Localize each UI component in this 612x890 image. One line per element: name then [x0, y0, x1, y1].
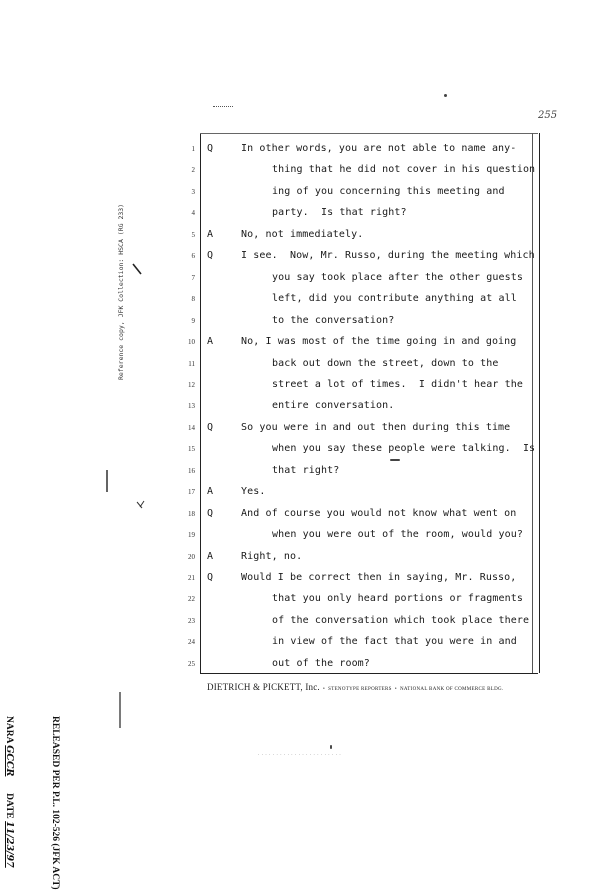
- transcript-frame-bottom-rule: [200, 673, 538, 674]
- transcript-line-text: in view of the fact that you were in and: [272, 636, 517, 648]
- scan-speck: [444, 94, 447, 97]
- line-number: 6: [191, 252, 195, 261]
- transcript-line-text: entire conversation.: [272, 400, 395, 412]
- line-number: 20: [188, 552, 195, 561]
- top-scan-mark: [213, 106, 233, 107]
- line-number: 18: [188, 509, 195, 518]
- line-number: 14: [188, 423, 195, 432]
- transcript-line-text: that right?: [272, 464, 340, 476]
- line-number: 24: [188, 638, 195, 647]
- line-number: 10: [188, 338, 195, 347]
- margin-tick-mark: [130, 262, 146, 278]
- speaker-label: A: [207, 336, 214, 348]
- line-number: 16: [188, 466, 195, 475]
- margin-bracket-mark: [116, 690, 124, 730]
- line-number: 12: [188, 380, 195, 389]
- reporter-footer: DIETRICH & PICKETT, Inc. • STENOTYPE REPORTERS • NATIONAL BANK OF COMMERCE BLDG.: [207, 682, 504, 692]
- speaker-label: Q: [207, 421, 214, 433]
- transcript-line-text: ing of you concerning this meeting and: [272, 185, 505, 197]
- release-stamp-nara: NARA: [4, 716, 14, 743]
- line-number: 22: [188, 595, 195, 604]
- speaker-label: Q: [207, 143, 214, 154]
- margin-squiggle-mark: [134, 498, 148, 512]
- transcript-line-text: when you say these people were talking. Is: [272, 443, 536, 455]
- reporter-address: NATIONAL BANK OF COMMERCE BLDG.: [400, 687, 504, 692]
- line-number: 17: [188, 488, 195, 497]
- transcript-line-text: street a lot of times. I didn't hear the: [272, 378, 523, 390]
- line-number: 19: [188, 531, 195, 540]
- transcript-line-text: thing that he did not cover in his question: [272, 164, 536, 176]
- line-number: 11: [188, 359, 195, 368]
- transcript-line-text: No, I was most of the time going in and going: [241, 336, 517, 348]
- release-stamp-initials: GCCR: [4, 745, 15, 777]
- transcript-line-text: when you were out of the room, would you?: [272, 529, 523, 541]
- transcript-line-text: In other words, you are not able to name any-: [241, 143, 517, 154]
- transcript-line-text: you say took place after the other guests: [272, 271, 523, 283]
- scan-speck: [330, 745, 332, 749]
- transcript-line-text: out of the room?: [272, 657, 370, 669]
- bottom-scan-noise: . . . . . . . . . . . . . . . . . . . . . . .: [258, 752, 342, 757]
- line-number: 15: [188, 445, 195, 454]
- reporter-role: STENOTYPE REPORTERS: [328, 687, 392, 692]
- line-number: 5: [191, 230, 195, 239]
- line-number: 2: [191, 166, 195, 175]
- line-number: 7: [191, 273, 195, 282]
- transcript-line-text: party. Is that right?: [272, 207, 407, 219]
- page-number: 255: [538, 110, 558, 121]
- transcript-line-text: Would I be correct then in saying, Mr. Russo,: [241, 572, 517, 583]
- scan-speck: [390, 459, 400, 461]
- transcript-line-text: So you were in and out then during this time: [241, 421, 511, 433]
- release-stamp: [0, 716, 96, 890]
- transcript-line-text: Right, no.: [241, 550, 303, 562]
- transcript-line-text: left, did you contribute anything at all: [272, 293, 517, 305]
- release-stamp-date-label: DATE: [4, 793, 14, 819]
- speaker-label: Q: [207, 250, 214, 262]
- line-number: 1: [191, 145, 195, 153]
- transcript-line-text: And of course you would not know what went on: [241, 507, 517, 519]
- margin-dash-mark: [102, 468, 112, 494]
- transcript-line-text: Yes.: [241, 486, 266, 498]
- release-stamp-line1: RELEASED PER P.L. 102-526 (JFK ACT): [50, 716, 60, 890]
- speaker-label: A: [207, 228, 214, 240]
- speaker-label: A: [207, 486, 214, 498]
- transcript-line-text: of the conversation which took place there: [272, 614, 530, 626]
- transcript-line-text: that you only heard portions or fragments: [272, 593, 523, 605]
- reporter-company: DIETRICH & PICKETT, Inc.: [207, 682, 320, 692]
- transcript-line-text: back out down the street, down to the: [272, 357, 499, 369]
- line-number: 3: [191, 187, 195, 196]
- speaker-label: Q: [207, 572, 214, 583]
- transcript-line-text: to the conversation?: [272, 314, 395, 326]
- transcript-line-text: I see. Now, Mr. Russo, during the meeting which: [241, 250, 535, 262]
- speaker-label: A: [207, 550, 214, 562]
- margin-reference: Reference copy, JFK Collection: HSCA (RG 233): [117, 203, 125, 380]
- line-number: 25: [188, 659, 195, 668]
- line-number: 8: [191, 295, 195, 304]
- line-number: 4: [191, 209, 195, 218]
- line-number: 13: [188, 402, 195, 411]
- line-number: 9: [191, 316, 195, 325]
- line-number: 23: [188, 616, 195, 625]
- release-stamp-date: 11/23/97: [4, 821, 15, 868]
- transcript-line-text: No, not immediately.: [241, 228, 364, 240]
- line-number: 21: [188, 574, 195, 582]
- speaker-label: Q: [207, 507, 214, 519]
